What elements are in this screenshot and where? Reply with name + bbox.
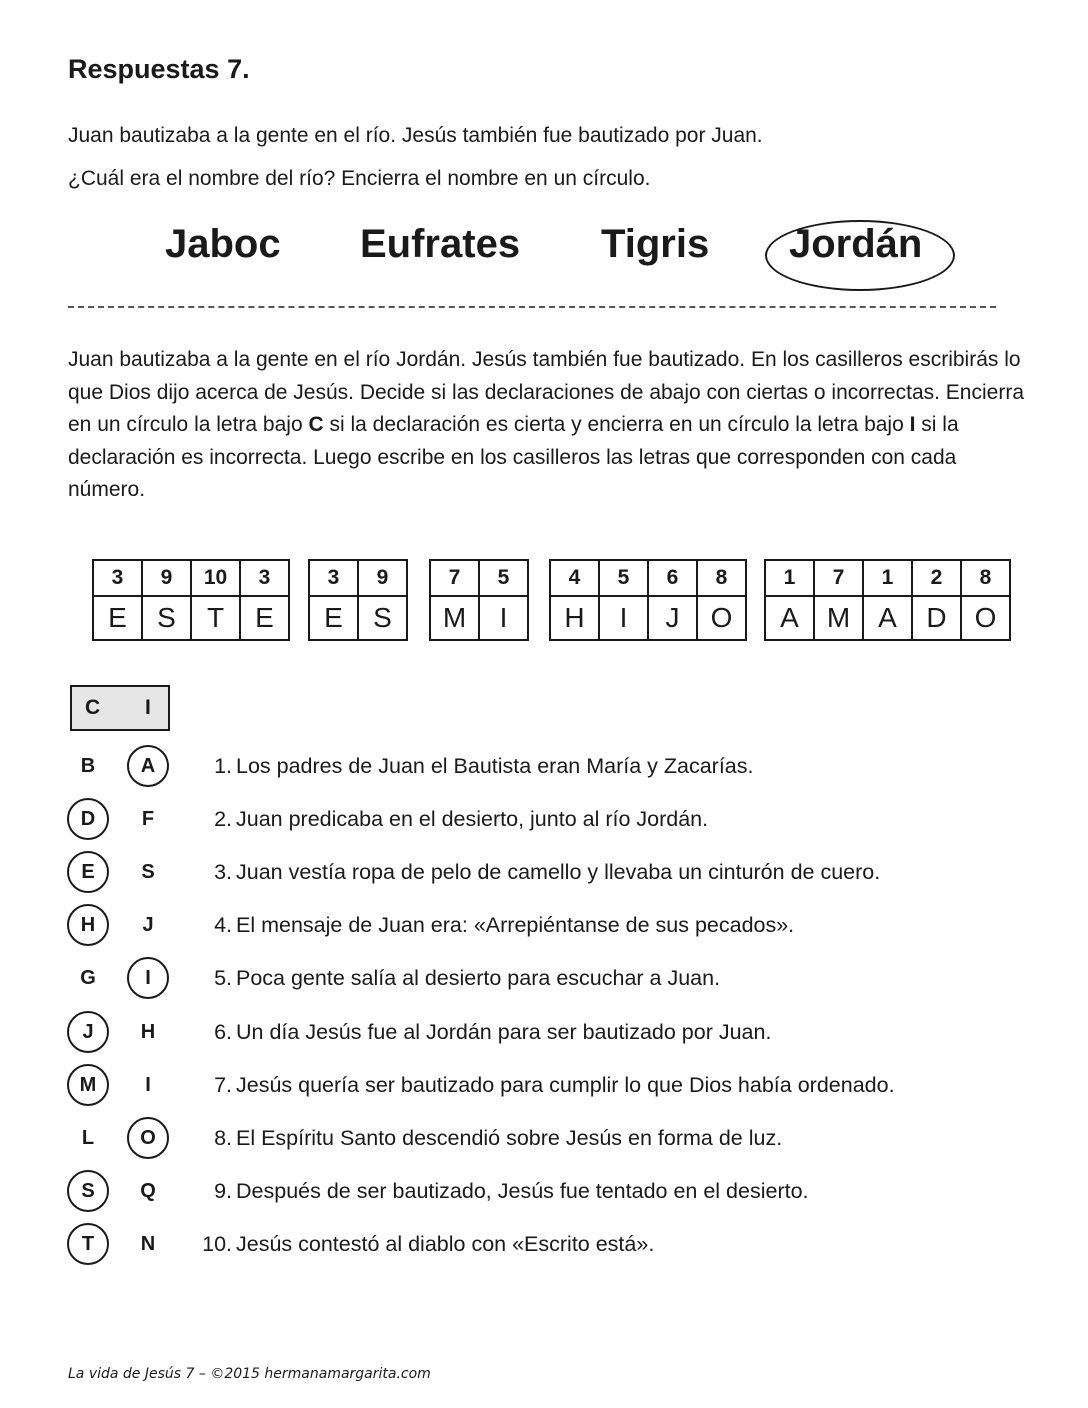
statement-text: Poca gente salía al desierto para escuchar a Juan.: [236, 966, 721, 991]
cell-number: 7: [815, 561, 862, 597]
statement: [190, 745, 753, 787]
cell-number: 3: [241, 561, 288, 597]
word-box: [308, 559, 408, 641]
option-c[interactable]: M: [67, 1064, 109, 1106]
option-i[interactable]: O: [127, 1117, 169, 1159]
statement-text: Los padres de Juan el Bautista eran María y Zacarías.: [236, 754, 754, 778]
cell-number: 1: [864, 561, 911, 597]
cell-letter[interactable]: O: [710, 602, 733, 633]
letter-cell: [911, 561, 960, 639]
option-i[interactable]: S: [141, 861, 155, 884]
cell-number: 8: [962, 561, 1009, 597]
cell-number: 5: [600, 561, 647, 597]
cell-letter[interactable]: S: [157, 602, 176, 633]
option-c[interactable]: L: [81, 1126, 95, 1149]
cell-number: 2: [913, 561, 960, 597]
cell-letter[interactable]: O: [974, 602, 997, 633]
statement: [190, 1170, 809, 1212]
header-c: C: [85, 696, 101, 719]
letter-cell: [766, 561, 813, 639]
letter-cell: [310, 561, 357, 639]
letter-cell: [357, 561, 406, 639]
river-option-eufrates: Eufrates: [360, 222, 521, 266]
cell-letter[interactable]: M: [826, 602, 851, 633]
statement-text: El Espíritu Santo descendió sobre Jesús en forma de luz.: [236, 1125, 783, 1150]
instructions-c: C: [308, 413, 324, 436]
statement-text: Jesús contestó al diablo con «Escrito está».: [236, 1231, 655, 1256]
statement-text: Juan predicaba en el desierto, junto al río Jordán.: [236, 807, 709, 832]
letter-cell: [190, 561, 239, 639]
option-i[interactable]: H: [140, 1020, 156, 1043]
statement: [190, 798, 708, 840]
statement-number: 6.: [214, 1019, 232, 1044]
cell-number: 9: [143, 561, 190, 597]
footer: La vida de Jesús 7 – ©2015 hermanamargarita.com: [68, 1366, 431, 1382]
instructions-part3: si la declaración es incorrecta. Luego escribe en los casilleros las letras que corresponden con cada número.: [68, 413, 959, 501]
statement-text: Jesús quería ser bautizado para cumplir lo que Dios había ordenado.: [236, 1072, 895, 1097]
river-option-tigris: Tigris: [601, 222, 710, 266]
cell-letter[interactable]: H: [564, 602, 585, 633]
letter-cell: [647, 561, 696, 639]
cell-letter[interactable]: E: [255, 602, 274, 633]
statement: [190, 1117, 782, 1159]
intro-line-1: Juan bautizaba a la gente en el río. Jesús también fue bautizado por Juan.: [68, 124, 763, 147]
word-box: [429, 559, 529, 641]
cell-letter[interactable]: M: [442, 602, 467, 633]
letter-cell: [598, 561, 647, 639]
instructions-part2: si la declaración es cierta y encierra en un círculo la letra bajo: [323, 413, 910, 436]
cell-number: 4: [551, 561, 598, 597]
letter-cell: [960, 561, 1009, 639]
cell-number: 5: [480, 561, 527, 597]
statement-number: 5.: [214, 966, 232, 991]
option-i[interactable]: F: [141, 808, 155, 831]
answer-circle: [765, 220, 955, 291]
option-c[interactable]: J: [67, 1011, 109, 1053]
ci-header: [70, 685, 170, 731]
statement: [190, 1064, 895, 1106]
option-c[interactable]: H: [67, 904, 109, 946]
cell-number: 10: [192, 561, 239, 597]
statement-number: 9.: [214, 1178, 232, 1203]
option-c[interactable]: B: [80, 755, 96, 777]
dashed-divider: [68, 306, 996, 308]
statement-number: 7.: [214, 1072, 232, 1097]
cell-number: 9: [359, 561, 406, 597]
statement: [190, 904, 794, 946]
page-title: Respuestas 7.: [68, 54, 250, 84]
statement-number: 10.: [202, 1231, 232, 1256]
letter-cell: [239, 561, 288, 639]
statement: [190, 957, 720, 999]
option-c[interactable]: D: [67, 798, 109, 840]
option-i[interactable]: N: [140, 1232, 156, 1255]
intro-line-2: ¿Cuál era el nombre del río? Encierra el nombre en un círculo.: [68, 167, 651, 190]
statement-text: Después de ser bautizado, Jesús fue tentado en el desierto.: [236, 1178, 809, 1203]
letter-cell: [141, 561, 190, 639]
option-c[interactable]: T: [67, 1223, 109, 1265]
cell-number: 7: [431, 561, 478, 597]
statement: [190, 1011, 771, 1053]
cell-letter[interactable]: A: [878, 602, 897, 633]
letter-cell: [696, 561, 745, 639]
option-i[interactable]: Q: [140, 1179, 156, 1202]
cell-letter[interactable]: A: [780, 602, 799, 633]
statement-number: 4.: [214, 913, 232, 938]
cell-letter[interactable]: D: [926, 602, 947, 633]
letter-cell: [431, 561, 478, 639]
option-i[interactable]: J: [142, 914, 154, 937]
letter-cell: [478, 561, 527, 639]
statement-number: 3.: [214, 860, 232, 885]
instructions-i: I: [909, 413, 916, 436]
letter-cell: [862, 561, 911, 639]
option-i[interactable]: I: [127, 957, 169, 999]
word-box: [92, 559, 290, 641]
cell-letter[interactable]: S: [373, 602, 392, 633]
cell-number: 1: [766, 561, 813, 597]
letter-cell: [813, 561, 862, 639]
option-i[interactable]: A: [127, 745, 169, 787]
cell-letter[interactable]: E: [324, 602, 343, 633]
instructions-part1: Juan bautizaba a la gente en el río Jordán. Jesús también fue bautizado. En los casilleros escribirás lo que Dios dijo acerca de Jesús. Decide si las declaraciones de abajo con ciertas o incorrectas. Encierra en un círculo la letra bajo: [68, 348, 1024, 436]
statement: [190, 851, 880, 893]
river-option-jaboc: Jaboc: [165, 222, 281, 266]
option-c[interactable]: G: [80, 967, 96, 990]
cell-letter[interactable]: J: [665, 602, 680, 633]
cell-number: 8: [698, 561, 745, 597]
cell-letter[interactable]: E: [108, 602, 127, 633]
letter-cell: [551, 561, 598, 639]
word-box: [549, 559, 747, 641]
word-box: [764, 559, 1011, 641]
letter-cell: [94, 561, 141, 639]
statement-number: 1.: [214, 754, 232, 778]
statement: [190, 1223, 654, 1265]
statement-number: 2.: [214, 807, 232, 832]
cell-letter[interactable]: I: [499, 602, 508, 633]
cell-number: 3: [94, 561, 141, 597]
cell-number: 6: [649, 561, 696, 597]
statement-text: Un día Jesús fue al Jordán para ser bautizado por Juan.: [236, 1019, 772, 1044]
instructions: [68, 344, 1028, 507]
cell-letter[interactable]: I: [619, 602, 628, 633]
cell-number: 3: [310, 561, 357, 597]
option-c[interactable]: E: [67, 851, 109, 893]
header-i: I: [145, 696, 151, 719]
option-c[interactable]: S: [67, 1170, 109, 1212]
cell-letter[interactable]: T: [206, 602, 225, 633]
statement-number: 8.: [214, 1125, 232, 1150]
river-option-jordan: Jordán: [789, 222, 923, 266]
statement-text: El mensaje de Juan era: «Arrepiéntanse de sus pecados».: [236, 913, 795, 938]
statement-text: Juan vestía ropa de pelo de camello y llevaba un cinturón de cuero.: [236, 860, 881, 885]
option-i[interactable]: I: [145, 1073, 151, 1096]
